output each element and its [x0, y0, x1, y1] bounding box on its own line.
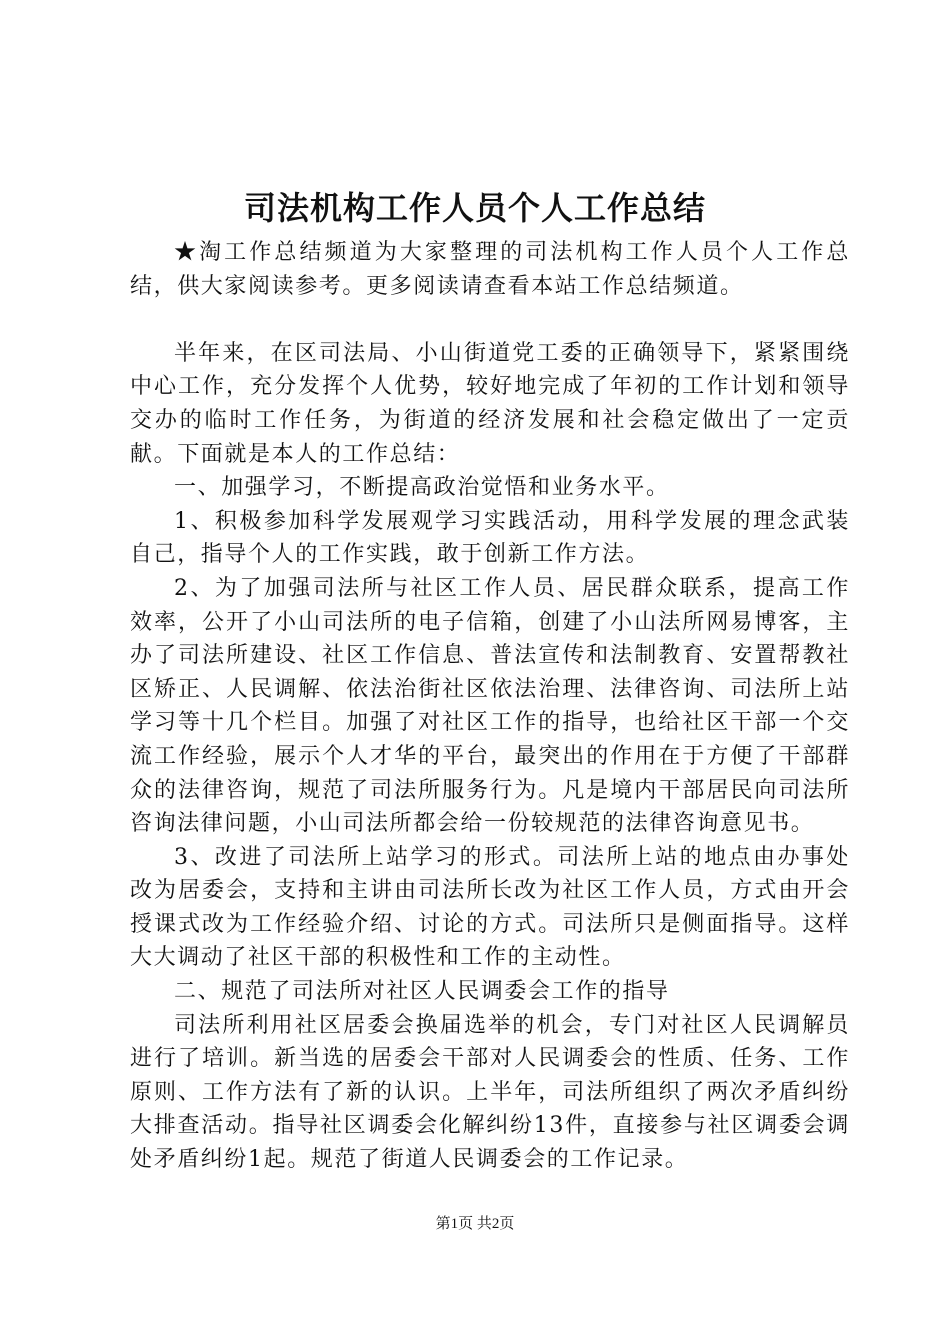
intro-paragraph: ★淘工作总结频道为大家整理的司法机构工作人员个人工作总结，供大家阅读参考。更多阅读请查看本站工作总结频道。 [130, 240, 850, 299]
page-footer: 第1页 共2页 [435, 1216, 515, 1232]
document-body [130, 236, 850, 1177]
body-paragraph: 1、积极参加科学发展观学习实践活动，用科学发展的理念武装自己，指导个人的工作实践，敢于创新工作方法。 [130, 508, 850, 568]
body-paragraph: 2、为了加强司法所与社区工作人员、居民群众联系，提高工作效率，公开了小山司法所的电子信箱，创建了小山法所网易博客，主办了司法所建设、社区工作信息、普法宣传和法制教育、安置帮教社区矫正、人民调解、依法治街社区依法治理、法律咨询、司法所上站学习等十几个栏目。加强了对社区工作的指导，也给社区干部一个交流工作经验，展示个人才华的平台，最突出的作用在于方便了干部群众的法律咨询，规范了司法所服务行为。凡是境内干部居民向司法所咨询法律问题，小山司法所都会给一份较规范的法律咨询意见书。 [130, 575, 850, 837]
document-title: 司法机构工作人员个人工作总结 [243, 189, 706, 227]
body-paragraph: 司法所利用社区居委会换届选举的机会，专门对社区人民调解员进行了培训。新当选的居委会干部对人民调委会的性质、任务、工作原则、工作方法有了新的认识。上半年，司法所组织了两次矛盾纠纷大排查活动。指导社区调委会化解纠纷13件，直接参与社区调委会调处矛盾纠纷1起。规范了街道人民调委会的工作记录。 [130, 1012, 850, 1173]
section-heading: 一、加强学习，不断提高政治觉悟和业务水平。 [174, 475, 670, 501]
body-paragraph: 3、改进了司法所上站学习的形式。司法所上站的地点由办事处改为居委会，支持和主讲由司法所长改为社区工作人员，方式由开会授课式改为工作经验介绍、讨论的方式。司法所只是侧面指导。这样大大调动了社区干部的积极性和工作的主动性。 [130, 844, 850, 971]
section-heading: 二、规范了司法所对社区人民调委会工作的指导 [174, 979, 670, 1005]
body-paragraph: 半年来，在区司法局、小山街道党工委的正确领导下，紧紧围绕中心工作，充分发挥个人优势，较好地完成了年初的工作计划和领导交办的临时工作任务，为街道的经济发展和社会稳定做出了一定贡献。下面就是本人的工作总结： [130, 340, 850, 467]
